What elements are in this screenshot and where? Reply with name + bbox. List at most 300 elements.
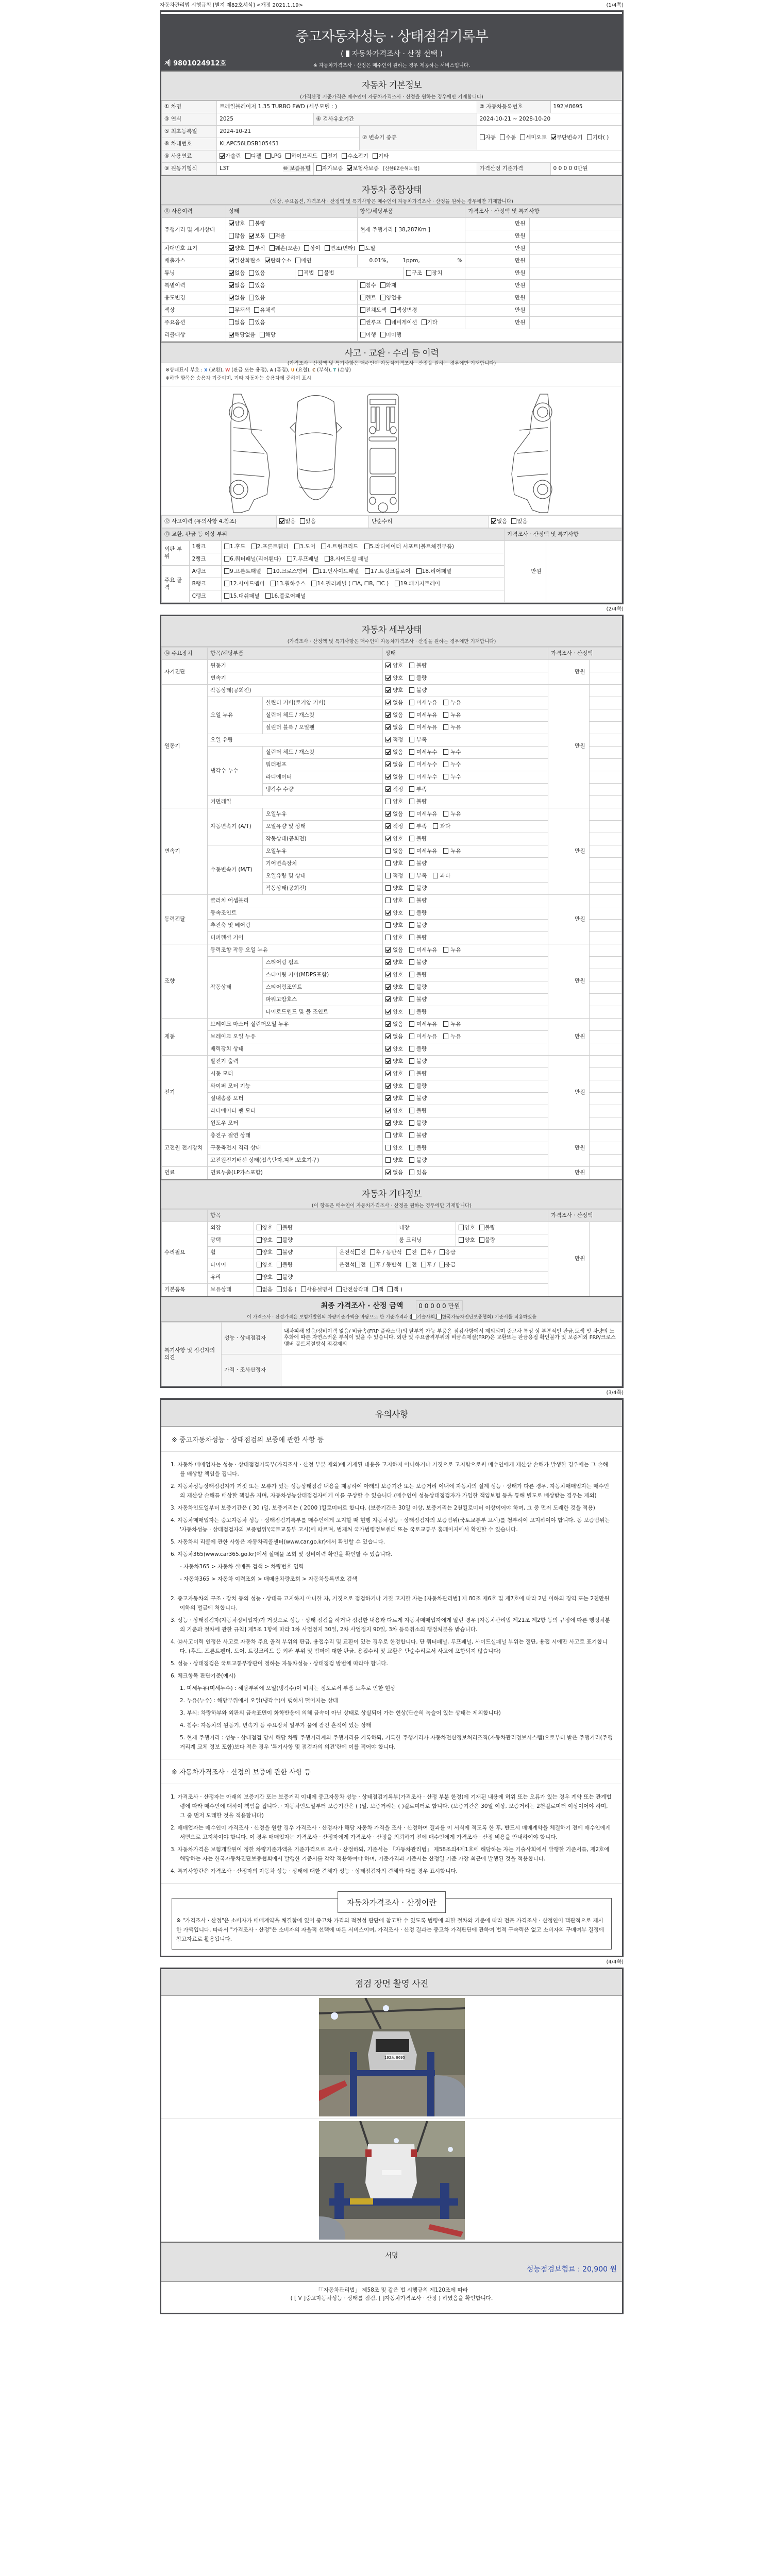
checkbox-icon[interactable]: [385, 1120, 391, 1126]
checkbox-icon[interactable]: [355, 1249, 360, 1255]
checkbox-icon[interactable]: [380, 282, 385, 288]
checkbox-icon[interactable]: [409, 1145, 414, 1150]
checkbox-option[interactable]: 자가보증: [316, 165, 343, 172]
checkbox-icon[interactable]: [304, 245, 309, 251]
checkbox-icon[interactable]: [385, 687, 391, 693]
checkbox-icon[interactable]: [433, 873, 438, 878]
checkbox-option[interactable]: 양호: [385, 1071, 404, 1077]
checkbox-option[interactable]: 양호: [385, 935, 404, 941]
checkbox-option[interactable]: 전: [406, 1262, 417, 1268]
checkbox-icon[interactable]: [373, 153, 378, 159]
checkbox-option[interactable]: 매연: [295, 258, 311, 264]
price-note[interactable]: [590, 784, 622, 796]
checkbox-option[interactable]: 양호: [385, 1157, 404, 1163]
checkbox-option[interactable]: 침수: [360, 282, 376, 289]
checkbox-option[interactable]: 양호: [385, 972, 404, 978]
checkbox-option[interactable]: 양호: [385, 1058, 404, 1064]
price-note[interactable]: [590, 981, 622, 994]
checkbox-option[interactable]: 미이행: [380, 332, 401, 338]
checkbox-option[interactable]: 잭: [373, 1286, 383, 1293]
checkbox-option[interactable]: 양호: [385, 885, 404, 891]
checkbox-option[interactable]: 네비게이션: [385, 319, 417, 326]
checkbox-option[interactable]: 양호: [385, 860, 404, 867]
checkbox-icon[interactable]: [224, 556, 229, 562]
checkbox-option[interactable]: 없음: [385, 1021, 404, 1027]
price-note[interactable]: [590, 1130, 622, 1142]
price-note[interactable]: [530, 255, 622, 267]
checkbox-icon[interactable]: [229, 258, 234, 263]
checkbox-option[interactable]: 과다: [433, 873, 451, 879]
checkbox-option[interactable]: 있음: [409, 1170, 427, 1176]
price-note[interactable]: [590, 920, 622, 932]
checkbox-option[interactable]: 전: [406, 1249, 417, 1256]
checkbox-icon[interactable]: [325, 556, 330, 562]
checkbox-icon[interactable]: [443, 712, 448, 718]
checkbox-icon[interactable]: [249, 282, 254, 288]
checkbox-icon[interactable]: [385, 700, 391, 705]
checkbox-icon[interactable]: [385, 996, 391, 1002]
price-note[interactable]: [590, 1117, 622, 1130]
checkbox-icon[interactable]: [249, 319, 254, 325]
checkbox-icon[interactable]: [385, 737, 391, 742]
checkbox-icon[interactable]: [409, 996, 414, 1002]
checkbox-icon[interactable]: [409, 860, 414, 866]
checkbox-icon[interactable]: [422, 319, 427, 325]
checkbox-icon[interactable]: [277, 1286, 282, 1292]
checkbox-option[interactable]: 양호: [385, 922, 404, 928]
checkbox-option[interactable]: 이행: [360, 332, 376, 338]
checkbox-icon[interactable]: [459, 1237, 464, 1243]
price-note[interactable]: [590, 870, 622, 883]
checkbox-option[interactable]: 미세누유: [409, 947, 438, 953]
checkbox-option[interactable]: 불량: [479, 1225, 495, 1231]
checkbox-icon[interactable]: [385, 1046, 391, 1052]
checkbox-option[interactable]: 양호: [257, 1249, 273, 1256]
checkbox-icon[interactable]: [355, 1262, 360, 1267]
checkbox-icon[interactable]: [409, 1033, 414, 1039]
price-note[interactable]: [590, 1031, 622, 1043]
checkbox-option[interactable]: 없음: [385, 774, 404, 780]
checkbox-option[interactable]: 후 / 동반석: [370, 1249, 402, 1256]
checkbox-icon[interactable]: [409, 749, 414, 755]
checkbox-icon[interactable]: [325, 245, 330, 251]
checkbox-option[interactable]: 없음: [229, 282, 245, 289]
checkbox-option[interactable]: 없음: [385, 811, 404, 817]
checkbox-icon[interactable]: [406, 270, 411, 276]
checkbox-option[interactable]: 미세누유: [409, 724, 438, 731]
checkbox-option[interactable]: 수소전기: [342, 153, 368, 159]
checkbox-icon[interactable]: [385, 799, 391, 804]
price-note[interactable]: [590, 858, 622, 870]
checkbox-icon[interactable]: [479, 1225, 484, 1230]
checkbox-icon[interactable]: [257, 1237, 262, 1243]
price-note[interactable]: [530, 304, 622, 317]
checkbox-icon[interactable]: [391, 307, 396, 313]
checkbox-option[interactable]: 응급: [440, 1262, 456, 1268]
checkbox-icon[interactable]: [385, 823, 391, 829]
price-note[interactable]: [530, 267, 622, 280]
checkbox-option[interactable]: 부족: [409, 786, 427, 792]
checkbox-icon[interactable]: [385, 1132, 391, 1138]
checkbox-option[interactable]: 없음: [385, 848, 404, 854]
price-note[interactable]: [530, 317, 622, 329]
checkbox-icon[interactable]: [229, 270, 234, 276]
checkbox-option[interactable]: 미세누유: [409, 700, 438, 706]
checkbox-option[interactable]: 불량: [277, 1237, 293, 1243]
checkbox-option[interactable]: 양호: [385, 1046, 404, 1052]
price-note[interactable]: [590, 796, 622, 808]
checkbox-option[interactable]: 양호: [385, 687, 404, 693]
checkbox-icon[interactable]: [251, 544, 257, 549]
checkbox-option[interactable]: 양호: [257, 1262, 273, 1268]
checkbox-option[interactable]: 무단변속기: [551, 134, 583, 141]
checkbox-option[interactable]: 양호: [385, 910, 404, 916]
checkbox-icon[interactable]: [409, 799, 414, 804]
checkbox-icon[interactable]: [277, 1249, 282, 1255]
checkbox-icon[interactable]: [265, 593, 271, 599]
price-note[interactable]: [590, 734, 622, 747]
checkbox-icon[interactable]: [409, 910, 414, 916]
part-option[interactable]: 2.프론트휀더: [251, 544, 289, 550]
price-note[interactable]: [590, 1155, 622, 1167]
checkbox-option[interactable]: 적정: [385, 786, 404, 792]
price-note[interactable]: [590, 685, 622, 697]
part-option[interactable]: 9.프론트패널: [224, 568, 261, 574]
checkbox-option[interactable]: 불량: [409, 959, 427, 965]
price-note[interactable]: [590, 907, 622, 920]
checkbox-icon[interactable]: [409, 1095, 414, 1101]
checkbox-icon[interactable]: [257, 1286, 262, 1292]
checkbox-option[interactable]: 양호: [385, 984, 404, 990]
price-note[interactable]: [590, 969, 622, 981]
checkbox-option[interactable]: 불량: [409, 885, 427, 891]
checkbox-option[interactable]: 자동: [480, 134, 496, 141]
checkbox-option[interactable]: 기타( ): [587, 134, 609, 141]
checkbox-option[interactable]: 불량: [409, 922, 427, 928]
checkbox-option[interactable]: 유채색: [254, 307, 275, 313]
checkbox-icon[interactable]: [385, 786, 391, 792]
checkbox-option[interactable]: 불량: [409, 1058, 427, 1064]
checkbox-icon[interactable]: [322, 153, 327, 159]
checkbox-icon[interactable]: [380, 332, 385, 337]
price-note[interactable]: [590, 994, 622, 1006]
checkbox-option[interactable]: 적정: [385, 737, 404, 743]
checkbox-option[interactable]: 미세누수: [409, 749, 438, 755]
checkbox-icon[interactable]: [277, 1225, 282, 1230]
checkbox-icon[interactable]: [385, 984, 391, 990]
checkbox-option[interactable]: 불량: [409, 1083, 427, 1089]
checkbox-icon[interactable]: [365, 568, 370, 574]
part-option[interactable]: 14.필러패널 ( ☐A, ☐B, ☐C ): [311, 581, 389, 587]
checkbox-option[interactable]: 불법: [318, 270, 334, 276]
checkbox-icon[interactable]: [409, 774, 414, 779]
part-option[interactable]: 4.트렁크리드: [321, 544, 358, 550]
checkbox-icon[interactable]: [229, 245, 234, 251]
part-option[interactable]: 18.리어패널: [416, 568, 451, 574]
checkbox-icon[interactable]: [409, 1071, 414, 1076]
checkbox-icon[interactable]: [385, 1170, 391, 1175]
price-note[interactable]: [590, 672, 622, 685]
checkbox-icon[interactable]: [409, 737, 414, 742]
checkbox-option[interactable]: 변조(변타): [325, 245, 356, 251]
checkbox-option[interactable]: 미세누수: [409, 761, 438, 768]
checkbox-option[interactable]: 기타: [373, 153, 389, 159]
checkbox-icon[interactable]: [229, 295, 234, 300]
price-note[interactable]: [590, 895, 622, 907]
checkbox-option[interactable]: 양호: [229, 245, 245, 251]
checkbox-option[interactable]: 양호: [385, 1120, 404, 1126]
price-note[interactable]: [530, 292, 622, 304]
checkbox-icon[interactable]: [385, 885, 391, 891]
checkbox-option[interactable]: 후 /: [421, 1262, 435, 1268]
checkbox-option[interactable]: 양호: [257, 1237, 273, 1243]
price-note[interactable]: [590, 1056, 622, 1068]
price-note[interactable]: [590, 1167, 622, 1179]
checkbox-icon[interactable]: [459, 1225, 464, 1230]
price-note[interactable]: [530, 230, 622, 243]
checkbox-icon[interactable]: [587, 134, 592, 140]
price-note[interactable]: [590, 759, 622, 771]
checkbox-option[interactable]: 불량: [409, 1046, 427, 1052]
checkbox-option[interactable]: 불량: [409, 1009, 427, 1015]
checkbox-icon[interactable]: [257, 1225, 262, 1230]
checkbox-icon[interactable]: [385, 1157, 391, 1163]
checkbox-icon[interactable]: [385, 922, 391, 928]
checkbox-option[interactable]: 도말: [359, 245, 375, 251]
checkbox-icon[interactable]: [409, 687, 414, 693]
checkbox-icon[interactable]: [409, 712, 414, 718]
checkbox-option[interactable]: 누수: [443, 761, 461, 768]
checkbox-icon[interactable]: [257, 1249, 262, 1255]
checkbox-icon[interactable]: [370, 1262, 375, 1267]
checkbox-icon[interactable]: [385, 1108, 391, 1113]
checkbox-icon[interactable]: [409, 811, 414, 817]
checkbox-icon[interactable]: [443, 724, 448, 730]
checkbox-icon[interactable]: [385, 1021, 391, 1027]
checkbox-option[interactable]: 양호: [385, 1132, 404, 1139]
checkbox-option[interactable]: 불량: [479, 1237, 495, 1243]
checkbox-icon[interactable]: [426, 270, 431, 276]
checkbox-option[interactable]: 미세누유: [409, 712, 438, 718]
checkbox-option[interactable]: 양호: [385, 996, 404, 1003]
checkbox-option[interactable]: 양호: [385, 1083, 404, 1089]
checkbox-option[interactable]: 장치: [426, 270, 442, 276]
checkbox-icon[interactable]: [277, 1274, 282, 1280]
checkbox-icon[interactable]: [229, 282, 234, 288]
checkbox-option[interactable]: 미세누유: [409, 1021, 438, 1027]
checkbox-icon[interactable]: [409, 1046, 414, 1052]
checkbox-icon[interactable]: [370, 1249, 375, 1255]
checkbox-icon[interactable]: [277, 1237, 282, 1243]
price-note[interactable]: [590, 1019, 622, 1031]
price-note[interactable]: [590, 722, 622, 734]
checkbox-option[interactable]: 구조: [406, 270, 422, 276]
checkbox-option[interactable]: 양호: [385, 1108, 404, 1114]
checkbox-icon[interactable]: [224, 544, 229, 549]
checkbox-option[interactable]: 화재: [380, 282, 396, 289]
checkbox-icon[interactable]: [385, 1071, 391, 1076]
checkbox-option[interactable]: 전: [355, 1249, 366, 1256]
checkbox-icon[interactable]: [385, 1033, 391, 1039]
checkbox-option[interactable]: 전체도색: [360, 307, 387, 313]
checkbox-icon[interactable]: [257, 1274, 262, 1280]
checkbox-icon[interactable]: [287, 556, 292, 562]
checkbox-option[interactable]: 누유: [443, 700, 461, 706]
checkbox-option[interactable]: 렌트: [360, 295, 376, 301]
checkbox-icon[interactable]: [440, 1249, 445, 1255]
checkbox-option[interactable]: 과다: [433, 823, 451, 829]
checkbox-option[interactable]: 불량: [409, 1132, 427, 1139]
checkbox-option[interactable]: 양호: [385, 1095, 404, 1101]
checkbox-option[interactable]: 미세누수: [409, 774, 438, 780]
checkbox-option[interactable]: 하이브리드: [285, 153, 317, 159]
part-option[interactable]: 16.플로어패널: [265, 593, 306, 599]
checkbox-icon[interactable]: [267, 568, 272, 574]
price-note[interactable]: [590, 1043, 622, 1056]
checkbox-icon[interactable]: [511, 518, 516, 524]
checkbox-icon[interactable]: [443, 1021, 448, 1027]
checkbox-option[interactable]: 영업용: [380, 295, 401, 301]
checkbox-option[interactable]: 있음: [249, 270, 265, 276]
price-note[interactable]: [590, 771, 622, 784]
checkbox-option[interactable]: 미세누유: [409, 811, 438, 817]
checkbox-icon[interactable]: [409, 724, 414, 730]
checkbox-option[interactable]: 있음: [249, 295, 265, 301]
price-note[interactable]: [546, 541, 621, 603]
checkbox-option[interactable]: 있음 (: [277, 1286, 297, 1293]
checkbox-icon[interactable]: [385, 675, 391, 681]
checkbox-option[interactable]: 부족: [409, 873, 427, 879]
checkbox-option[interactable]: 부족: [409, 823, 427, 829]
checkbox-icon[interactable]: [491, 518, 496, 524]
price-note[interactable]: [590, 1105, 622, 1117]
checkbox-icon[interactable]: [301, 1286, 306, 1292]
checkbox-option[interactable]: 없음: [385, 700, 404, 706]
appraiser-opinion[interactable]: [281, 1354, 622, 1386]
checkbox-option[interactable]: 불량: [409, 1157, 427, 1163]
checkbox-icon[interactable]: [409, 836, 414, 841]
checkbox-icon[interactable]: [360, 332, 365, 337]
checkbox-icon[interactable]: [385, 724, 391, 730]
checkbox-icon[interactable]: [271, 581, 276, 586]
checkbox-icon[interactable]: [359, 245, 364, 251]
checkbox-icon[interactable]: [249, 295, 254, 300]
checkbox-icon[interactable]: [409, 897, 414, 903]
checkbox-option[interactable]: 있음: [511, 518, 527, 524]
checkbox-icon[interactable]: [443, 1033, 448, 1039]
checkbox-option[interactable]: 적음: [270, 233, 285, 239]
checkbox-option[interactable]: 누유: [443, 1033, 461, 1040]
checkbox-option[interactable]: 사용설명서: [301, 1286, 333, 1293]
checkbox-option[interactable]: 불량: [277, 1249, 293, 1256]
checkbox-option[interactable]: 불량: [409, 1108, 427, 1114]
checkbox-option[interactable]: 무채색: [229, 307, 250, 313]
checkbox-option[interactable]: 양호: [385, 836, 404, 842]
checkbox-icon[interactable]: [316, 165, 322, 171]
checkbox-option[interactable]: 잭 ): [388, 1286, 402, 1293]
checkbox-icon[interactable]: [443, 774, 448, 779]
checkbox-icon[interactable]: [224, 581, 229, 586]
checkbox-icon[interactable]: [295, 258, 300, 263]
checkbox-option[interactable]: 가솔린: [220, 153, 241, 159]
checkbox-icon[interactable]: [421, 1262, 426, 1267]
checkbox-option[interactable]: 양호: [229, 221, 245, 227]
checkbox-option[interactable]: 탄화수소: [265, 258, 292, 264]
checkbox-icon[interactable]: [249, 233, 254, 239]
checkbox-option[interactable]: 없음: [257, 1286, 273, 1293]
checkbox-icon[interactable]: [385, 897, 391, 903]
price-note[interactable]: [590, 944, 622, 957]
checkbox-option[interactable]: 불량: [409, 996, 427, 1003]
checkbox-option[interactable]: 불량: [409, 1145, 427, 1151]
checkbox-icon[interactable]: [409, 947, 414, 953]
checkbox-icon[interactable]: [385, 860, 391, 866]
price-note[interactable]: [590, 1093, 622, 1105]
checkbox-icon[interactable]: [406, 1262, 411, 1267]
checkbox-option[interactable]: 색상변경: [391, 307, 417, 313]
checkbox-option[interactable]: 양호: [385, 1145, 404, 1151]
checkbox-option[interactable]: 보험사보증: [347, 165, 379, 172]
checkbox-icon[interactable]: [313, 568, 318, 574]
price-note[interactable]: [590, 709, 622, 722]
checkbox-option[interactable]: 불량: [409, 1095, 427, 1101]
checkbox-option[interactable]: 응급: [440, 1249, 456, 1256]
checkbox-icon[interactable]: [385, 848, 391, 854]
checkbox-icon[interactable]: [409, 700, 414, 705]
checkbox-icon[interactable]: [409, 1021, 414, 1027]
part-option[interactable]: 12.사이드멤버: [224, 581, 264, 587]
price-note[interactable]: [590, 1142, 622, 1155]
price-note[interactable]: [590, 697, 622, 709]
checkbox-icon[interactable]: [360, 307, 365, 313]
checkbox-option[interactable]: 없음: [385, 1033, 404, 1040]
checkbox-option[interactable]: 양호: [385, 799, 404, 805]
checkbox-icon[interactable]: [385, 1009, 391, 1014]
checkbox-option[interactable]: 누유: [443, 712, 461, 718]
checkbox-option[interactable]: 보통: [249, 233, 265, 239]
checkbox-icon[interactable]: [265, 153, 271, 159]
checkbox-icon[interactable]: [385, 749, 391, 755]
checkbox-icon[interactable]: [364, 544, 369, 549]
checkbox-option[interactable]: 있음: [249, 282, 265, 289]
checkbox-icon[interactable]: [416, 568, 422, 574]
checkbox-icon[interactable]: [409, 935, 414, 940]
part-option[interactable]: 1.후드: [224, 544, 245, 550]
checkbox-option[interactable]: 불량: [409, 836, 427, 842]
checkbox-option[interactable]: 불량: [409, 1120, 427, 1126]
checkbox-option[interactable]: 썬루프: [360, 319, 381, 326]
checkbox-icon[interactable]: [551, 134, 556, 140]
checkbox-icon[interactable]: [260, 332, 265, 337]
checkbox-icon[interactable]: [279, 518, 284, 524]
checkbox-icon[interactable]: [406, 1249, 411, 1255]
checkbox-icon[interactable]: [380, 295, 385, 300]
checkbox-icon[interactable]: [409, 663, 414, 668]
checkbox-option[interactable]: 불량: [409, 972, 427, 978]
checkbox-icon[interactable]: [385, 1058, 391, 1064]
checkbox-option[interactable]: 불량: [409, 663, 427, 669]
checkbox-icon[interactable]: [249, 270, 254, 276]
checkbox-option[interactable]: 불량: [277, 1262, 293, 1268]
checkbox-icon[interactable]: [409, 786, 414, 792]
checkbox-icon[interactable]: [265, 258, 270, 263]
checkbox-icon[interactable]: [385, 811, 391, 817]
checkbox-option[interactable]: 불량: [409, 897, 427, 904]
checkbox-icon[interactable]: [409, 885, 414, 891]
checkbox-icon[interactable]: [500, 134, 505, 140]
checkbox-icon[interactable]: [409, 675, 414, 681]
checkbox-icon[interactable]: [249, 221, 254, 226]
